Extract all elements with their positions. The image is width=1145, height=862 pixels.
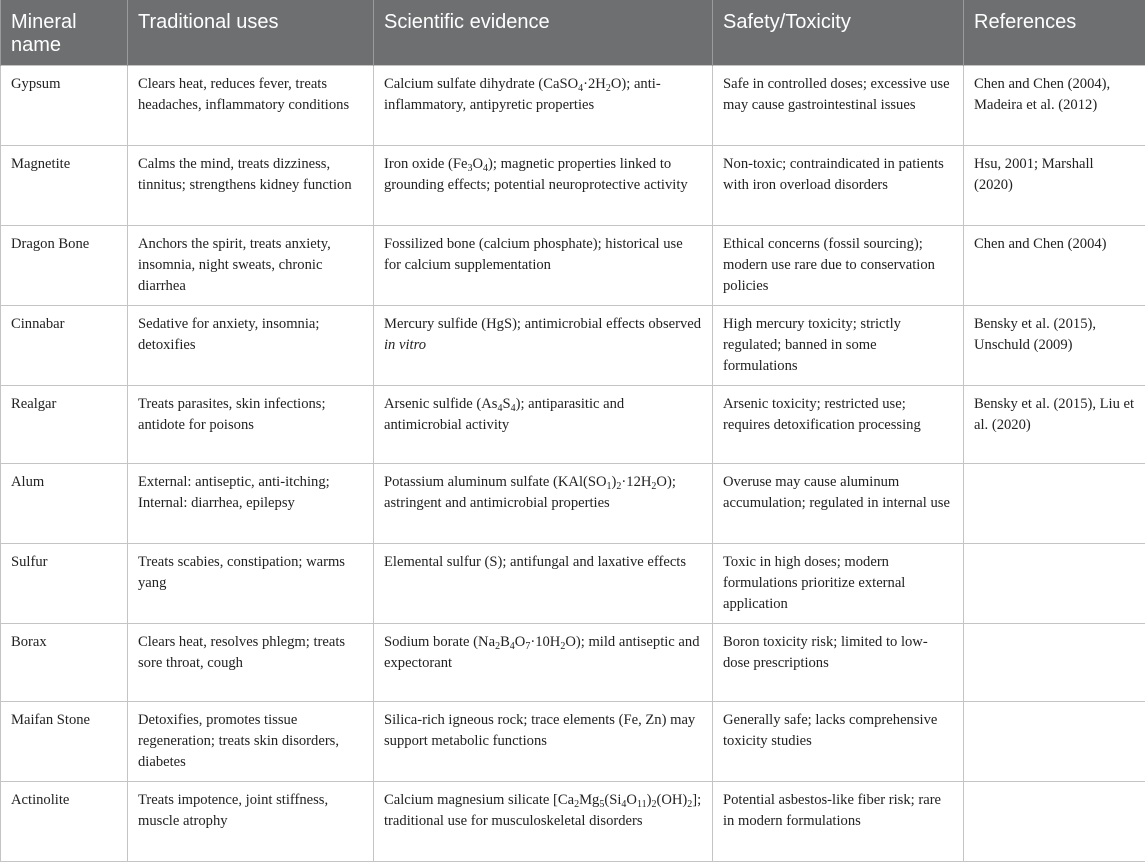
header-mineral-name: Mineral name: [1, 0, 128, 66]
header-traditional-uses: Traditional uses: [128, 0, 374, 66]
references-cell: Hsu, 2001; Marshall (2020): [964, 146, 1145, 226]
traditional-uses-cell: Treats impotence, joint stiffness, muscle atrophy: [128, 782, 374, 862]
table-row: [1, 66, 1145, 146]
scientific-evidence-cell: Silica-rich igneous rock; trace elements (Fe, Zn) may support metabolic functions: [374, 702, 713, 782]
traditional-uses-cell: Calms the mind, treats dizziness, tinnitus; strengthens kidney function: [128, 146, 374, 226]
references-cell: [964, 464, 1145, 544]
references-cell: Bensky et al. (2015), Liu et al. (2020): [964, 386, 1145, 464]
references-cell: Bensky et al. (2015), Unschuld (2009): [964, 306, 1145, 386]
mineral-name-cell: Dragon Bone: [1, 226, 128, 306]
table-row: [1, 544, 1145, 624]
safety-toxicity-cell: High mercury toxicity; strictly regulated; banned in some formulations: [713, 306, 964, 386]
scientific-evidence-cell: Arsenic sulfide $(As_4S_4)$; antiparasitic and antimicrobial activity: [374, 386, 713, 464]
mineral-name-cell: Sulfur: [1, 544, 128, 624]
table-row: [1, 306, 1145, 386]
scientific-evidence-cell: Calcium magnesium silicate $[Ca_2Mg_5(Si_4O_{11})_2(OH)_2]$; traditional use for musculoskeletal disorders: [374, 782, 713, 862]
scientific-evidence-cell: Potassium aluminum sulfate $(KAl(SO_1)_2\cdot 12H_2O)$; astringent and antimicrobial properties: [374, 464, 713, 544]
mineral-name-cell: Realgar: [1, 386, 128, 464]
safety-toxicity-cell: Generally safe; lacks comprehensive toxicity studies: [713, 702, 964, 782]
mineral-name-cell: Magnetite: [1, 146, 128, 226]
safety-toxicity-cell: Boron toxicity risk; limited to low-dose prescriptions: [713, 624, 964, 702]
table-row: [1, 386, 1145, 464]
mineral-name-cell: Borax: [1, 624, 128, 702]
traditional-uses-cell: Clears heat, resolves phlegm; treats sore throat, cough: [128, 624, 374, 702]
safety-toxicity-cell: Arsenic toxicity; restricted use; requires detoxification processing: [713, 386, 964, 464]
traditional-uses-cell: Anchors the spirit, treats anxiety, insomnia, night sweats, chronic diarrhea: [128, 226, 374, 306]
traditional-uses-cell: Clears heat, reduces fever, treats headaches, inflammatory conditions: [128, 66, 374, 146]
header-row: [1, 0, 1145, 66]
table-row: [1, 464, 1145, 544]
safety-toxicity-cell: Ethical concerns (fossil sourcing); modern use rare due to conservation policies: [713, 226, 964, 306]
table-row: [1, 146, 1145, 226]
mineral-name-cell: Gypsum: [1, 66, 128, 146]
traditional-uses-cell: External: antiseptic, anti-itching; Internal: diarrhea, epilepsy: [128, 464, 374, 544]
scientific-evidence-cell: Mercury sulfide (HgS); antimicrobial effects observed in vitro: [374, 306, 713, 386]
traditional-uses-cell: Detoxifies, promotes tissue regeneration; treats skin disorders, diabetes: [128, 702, 374, 782]
safety-toxicity-cell: Toxic in high doses; modern formulations prioritize external application: [713, 544, 964, 624]
header-references: References: [964, 0, 1145, 66]
mineral-name-cell: Maifan Stone: [1, 702, 128, 782]
mineral-name-cell: Cinnabar: [1, 306, 128, 386]
mineral-name-cell: Actinolite: [1, 782, 128, 862]
traditional-uses-cell: Treats scabies, constipation; warms yang: [128, 544, 374, 624]
references-cell: [964, 782, 1145, 862]
table-header: [1, 0, 1145, 66]
table-row: [1, 702, 1145, 782]
table-row: [1, 624, 1145, 702]
table-row: [1, 782, 1145, 862]
scientific-evidence-cell: Calcium sulfate dihydrate $(CaSO_4\cdot 2H_2O)$; anti-inflammatory, antipyretic properties: [374, 66, 713, 146]
scientific-evidence-cell: Fossilized bone (calcium phosphate); historical use for calcium supplementation: [374, 226, 713, 306]
safety-toxicity-cell: Safe in controlled doses; excessive use may cause gastrointestinal issues: [713, 66, 964, 146]
references-cell: Chen and Chen (2004): [964, 226, 1145, 306]
safety-toxicity-cell: Overuse may cause aluminum accumulation; regulated in internal use: [713, 464, 964, 544]
safety-toxicity-cell: Potential asbestos-like fiber risk; rare in modern formulations: [713, 782, 964, 862]
references-cell: [964, 544, 1145, 624]
scientific-evidence-cell: Iron oxide $(Fe_3O_4)$; magnetic properties linked to grounding effects; potential neuroprotective activity: [374, 146, 713, 226]
table-body: [1, 66, 1145, 862]
mineral-name-cell: Alum: [1, 464, 128, 544]
header-scientific-evidence: Scientific evidence: [374, 0, 713, 66]
traditional-uses-cell: Sedative for anxiety, insomnia; detoxifies: [128, 306, 374, 386]
scientific-evidence-cell: Sodium borate $(Na_2B_4O_7\cdot 10H_2O)$; mild antiseptic and expectorant: [374, 624, 713, 702]
safety-toxicity-cell: Non-toxic; contraindicated in patients with iron overload disorders: [713, 146, 964, 226]
table-row: [1, 226, 1145, 306]
traditional-uses-cell: Treats parasites, skin infections; antidote for poisons: [128, 386, 374, 464]
references-cell: Chen and Chen (2004), Madeira et al. (2012): [964, 66, 1145, 146]
references-cell: [964, 624, 1145, 702]
scientific-evidence-cell: Elemental sulfur (S); antifungal and laxative effects: [374, 544, 713, 624]
header-safety-toxicity: Safety/Toxicity: [713, 0, 964, 66]
references-cell: [964, 702, 1145, 782]
